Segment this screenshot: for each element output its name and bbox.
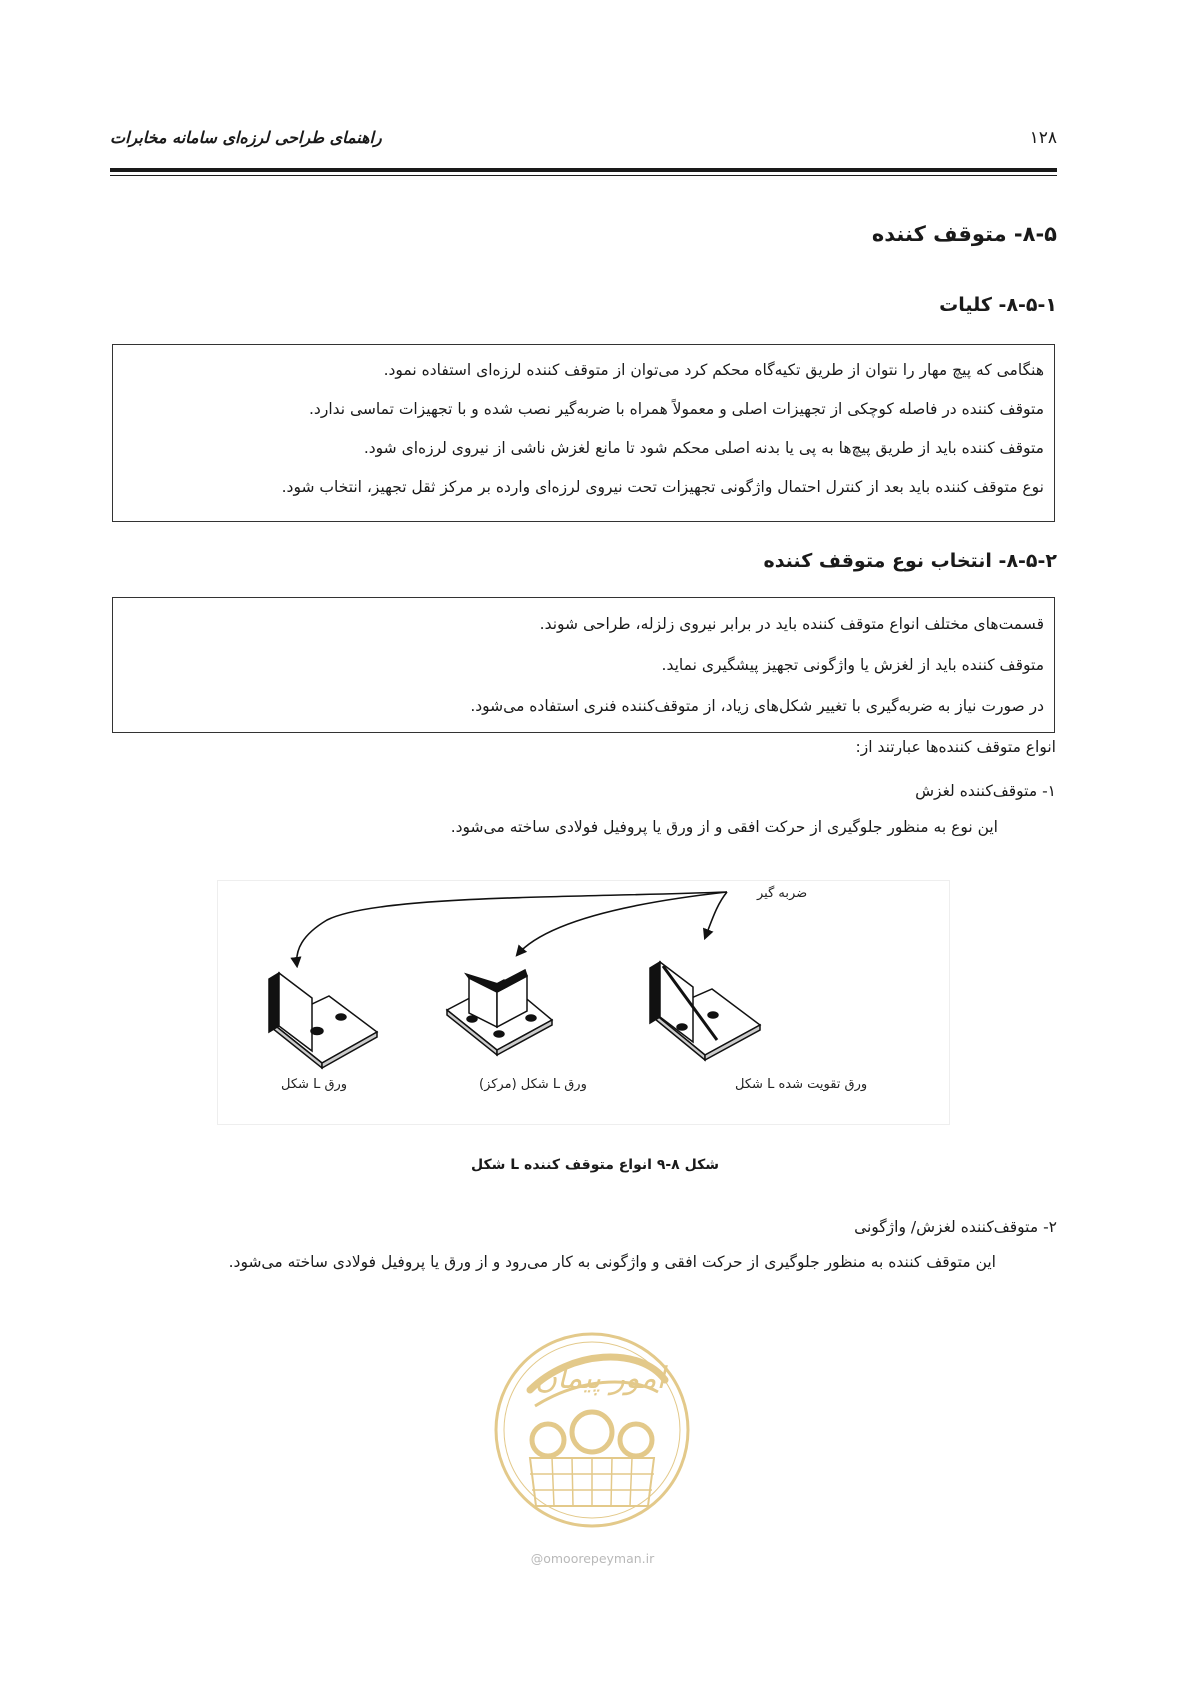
item1-description: این نوع به منظور جلوگیری از حرکت افقی و از ورق یا پروفیل فولادی ساخته می‌شود. — [450, 818, 998, 836]
selection-rules-box — [112, 597, 1055, 733]
pointer-arrow-center — [517, 892, 727, 955]
subsection-title-selection: ۸-۵-۲- انتخاب نوع متوقف کننده — [763, 550, 1057, 572]
watermark-seal — [490, 1328, 695, 1568]
reinforced-l-plate-label: ورق تقویت شده L شکل — [735, 1077, 868, 1092]
general-rule-line: نوع متوقف کننده باید بعد از کنترل احتمال واژگونی تجهیزات تحت نیروی لرزه‌ای وارده بر مرکز ثقل تجهیز، انتخاب شود. — [281, 478, 1044, 496]
l-plate-stopper — [269, 973, 377, 1068]
damper-label: ضربه گیر — [757, 886, 808, 901]
general-rule-line: هنگامی که پیچ مهار را نتوان از طریق تکیه‌گاه محکم کرد می‌توان از متوقف کننده لرزه‌ای استفاده نمود. — [383, 361, 1044, 379]
page-number: ۱۲۸ — [1029, 128, 1057, 148]
subsection-title-general: ۸-۵-۱- کلیات — [939, 294, 1057, 316]
pointer-arrow-left — [297, 892, 727, 966]
section-title: ۸-۵- متوقف کننده — [871, 222, 1057, 246]
pointer-arrow-right — [705, 892, 727, 938]
page-header — [110, 128, 1057, 148]
types-intro: انواع متوقف کننده‌ها عبارتند از: — [855, 738, 1056, 756]
item2-title: ۲- متوقف‌کننده لغزش/ واژگونی — [854, 1218, 1057, 1236]
item1-title: ۱- متوقف‌کننده لغزش — [915, 782, 1056, 800]
watermark-brand: امور پیمان — [535, 1361, 665, 1396]
center-l-plate-stopper — [447, 970, 552, 1055]
selection-rule-line: متوقف کننده باید از لغزش یا واژگونی تجهیز پیشگیری نماید. — [661, 656, 1044, 674]
watermark-url: @omoorepeyman.ir — [530, 1551, 655, 1566]
selection-rule-line: قسمت‌های مختلف انواع متوقف کننده باید در برابر نیروی زلزله، طراحی شوند. — [539, 615, 1044, 633]
center-l-plate-label: ورق L شکل (مرکز) — [479, 1077, 587, 1092]
figure-caption: شکل ۸-۹ انواع متوقف کننده L شکل — [470, 1157, 719, 1173]
general-rule-line: متوقف کننده باید از طریق پیچ‌ها به پی یا بدنه اصلی محکم شود تا مانع لغزش ناشی از نیروی لرزه‌ای شود. — [363, 439, 1044, 457]
running-title: راهنمای طراحی لرزه‌ای سامانه مخابرات — [110, 128, 382, 147]
l-shaped-stoppers-figure — [217, 880, 950, 1125]
header-rule-thin — [110, 175, 1057, 176]
l-plate-label: ورق L شکل — [281, 1077, 348, 1092]
watermark-logo — [490, 1328, 695, 1548]
general-rules-box — [112, 344, 1055, 522]
header-rule-thick — [110, 168, 1057, 172]
reinforced-l-plate-stopper — [650, 962, 760, 1060]
general-rule-line: متوقف کننده در فاصله کوچکی از تجهیزات اصلی و معمولاً همراه با ضربه‌گیر نصب شده و با تجهیزات تماسی ندارد. — [309, 400, 1044, 418]
item2-description: این متوقف کننده به منظور جلوگیری از حرکت افقی و واژگونی به کار می‌رود و از ورق یا پروفیل فولادی ساخته می‌شود. — [228, 1253, 996, 1271]
selection-rule-line: در صورت نیاز به ضربه‌گیری با تغییر شکل‌های زیاد، از متوقف‌کننده فنری استفاده می‌شود. — [470, 697, 1044, 715]
